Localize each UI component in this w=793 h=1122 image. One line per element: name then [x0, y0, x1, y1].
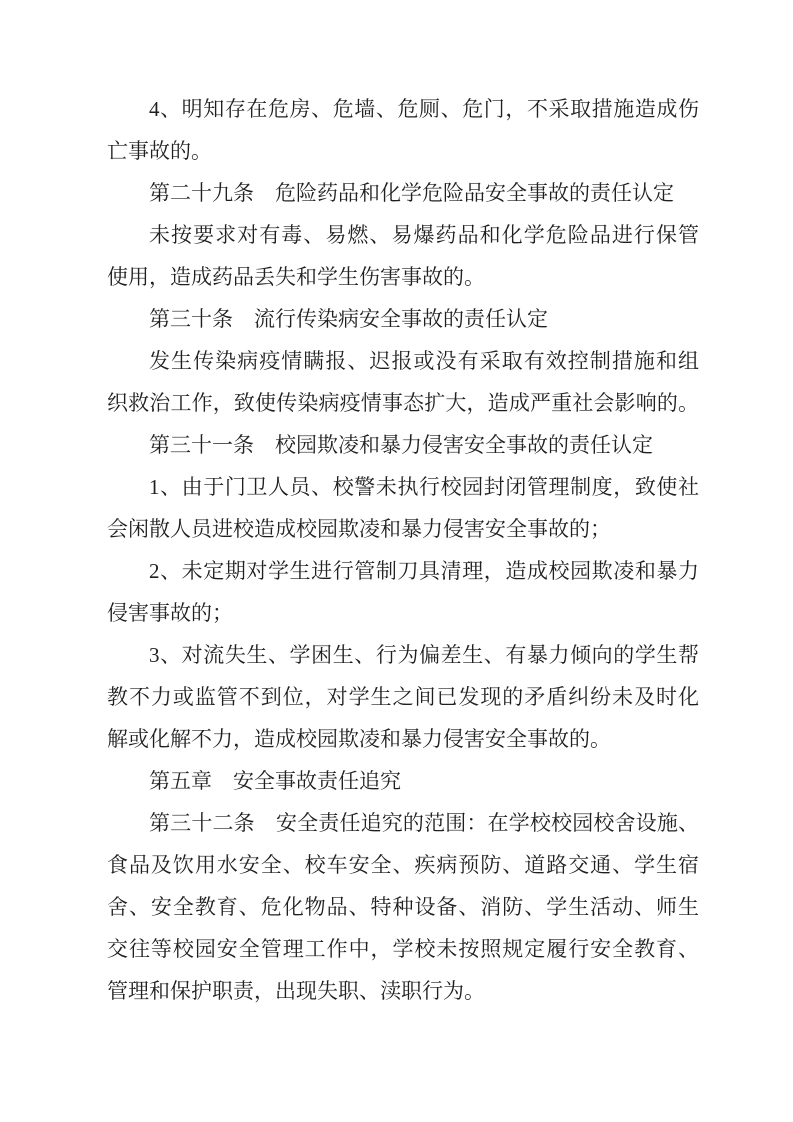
text-line: 亡事故的。 — [107, 139, 212, 163]
text-line: 发生传染病疫情瞒报、迟报或没有采取有效控制措施和组 — [149, 349, 699, 373]
body-paragraph — [107, 634, 699, 760]
text-line: 第五章 安全事故责任追究 — [149, 769, 401, 793]
text-line: 第三十二条 安全责任追究的范围：在学校校园校舍设施、 — [149, 811, 699, 835]
body-paragraph — [107, 88, 699, 172]
body-paragraph — [107, 802, 699, 1012]
heading-paragraph — [107, 298, 699, 340]
text-line: 第三十一条 校园欺凌和暴力侵害安全事故的责任认定 — [149, 433, 653, 457]
text-line: 交往等校园安全管理工作中，学校未按照规定履行安全教育、 — [107, 937, 699, 961]
text-line: 1、由于门卫人员、校警未执行校园封闭管理制度，致使社 — [149, 475, 699, 499]
body-paragraph — [107, 340, 699, 424]
text-line: 教不力或监管不到位，对学生之间已发现的矛盾纠纷未及时化 — [107, 685, 699, 709]
heading-paragraph — [107, 424, 699, 466]
heading-paragraph — [107, 172, 699, 214]
text-line: 第二十九条 危险药品和化学危险品安全事故的责任认定 — [149, 181, 674, 205]
text-line: 侵害事故的； — [107, 601, 233, 625]
page-content — [107, 88, 699, 1012]
text-line: 织救治工作，致使传染病疫情事态扩大，造成严重社会影响的。 — [107, 391, 699, 415]
text-line: 未按要求对有毒、易燃、易爆药品和化学危险品进行保管 — [149, 223, 699, 247]
body-paragraph — [107, 214, 699, 298]
text-line: 解或化解不力，造成校园欺凌和暴力侵害安全事故的。 — [107, 727, 611, 751]
text-line: 使用，造成药品丢失和学生伤害事故的。 — [107, 265, 485, 289]
text-line: 3、对流失生、学困生、行为偏差生、有暴力倾向的学生帮 — [149, 643, 699, 667]
text-line: 舍、安全教育、危化物品、特种设备、消防、学生活动、师生 — [107, 895, 699, 919]
body-paragraph — [107, 466, 699, 550]
text-line: 管理和保护职责，出现失职、渎职行为。 — [107, 979, 485, 1003]
text-line: 2、未定期对学生进行管制刀具清理，造成校园欺凌和暴力 — [149, 559, 699, 583]
text-line: 第三十条 流行传染病安全事故的责任认定 — [149, 307, 548, 331]
text-line: 4、明知存在危房、危墙、危厕、危门，不采取措施造成伤 — [149, 97, 699, 121]
chapter-paragraph — [107, 760, 699, 802]
text-line: 会闲散人员进校造成校园欺凌和暴力侵害安全事故的； — [107, 517, 611, 541]
body-paragraph — [107, 550, 699, 634]
text-line: 食品及饮用水安全、校车安全、疾病预防、道路交通、学生宿 — [107, 853, 699, 877]
